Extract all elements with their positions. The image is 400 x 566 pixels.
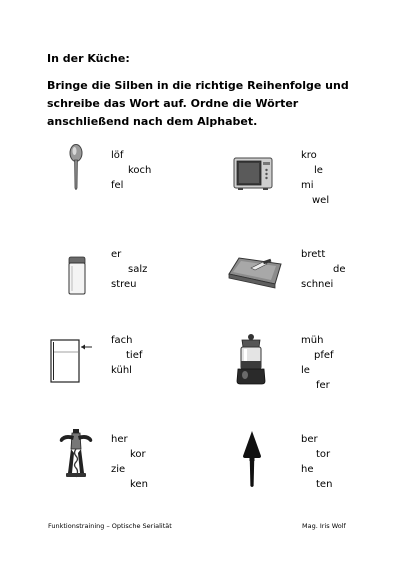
- syllable: fer: [316, 380, 330, 391]
- syllable: he: [301, 464, 314, 475]
- syllable: pfef: [314, 350, 334, 361]
- instruction-text: Bringe die Silben in die richtige Reihenfolge und schreibe das Wort auf. Ordne die Wörter anschließend nach dem Alphabet.: [47, 79, 349, 128]
- syllable: mi: [301, 180, 314, 191]
- syllable: ber: [301, 434, 318, 445]
- syllable: wel: [312, 195, 330, 206]
- syllable: müh: [301, 335, 324, 346]
- syllable: koch: [128, 165, 152, 176]
- syllable: tief: [126, 350, 143, 361]
- cutting-board-icon: [225, 250, 285, 290]
- fridge-icon: [48, 337, 94, 385]
- syllable: löf: [111, 150, 124, 161]
- syllable: kor: [130, 449, 146, 460]
- syllable: salz: [128, 264, 148, 275]
- footer-right: Mag. Iris Wolf: [302, 522, 346, 530]
- syllable: fach: [111, 335, 133, 346]
- salt-shaker-icon: [67, 256, 87, 296]
- spoon-icon: [66, 144, 86, 192]
- syllable: schnei: [301, 279, 334, 290]
- pepper-mill-icon: [235, 333, 267, 387]
- syllable: tor: [316, 449, 331, 460]
- syllable: ken: [130, 479, 148, 490]
- syllable: kro: [301, 150, 317, 161]
- syllable: brett: [301, 249, 326, 260]
- syllable: kühl: [111, 365, 132, 376]
- syllable: fel: [111, 180, 124, 191]
- syllable: le: [314, 165, 323, 176]
- syllable: zie: [111, 464, 126, 475]
- syllable: de: [333, 264, 346, 275]
- syllable: streu: [111, 279, 137, 290]
- syllable: ten: [316, 479, 333, 490]
- syllable: er: [111, 249, 122, 260]
- syllable: le: [301, 365, 310, 376]
- microwave-icon: [233, 157, 273, 191]
- cake-server-icon: [241, 430, 263, 488]
- footer-left: Funktionstraining – Optische Serialität: [48, 522, 172, 530]
- syllable: her: [111, 434, 128, 445]
- page-title: In der Küche:: [47, 52, 130, 65]
- corkscrew-icon: [58, 429, 94, 481]
